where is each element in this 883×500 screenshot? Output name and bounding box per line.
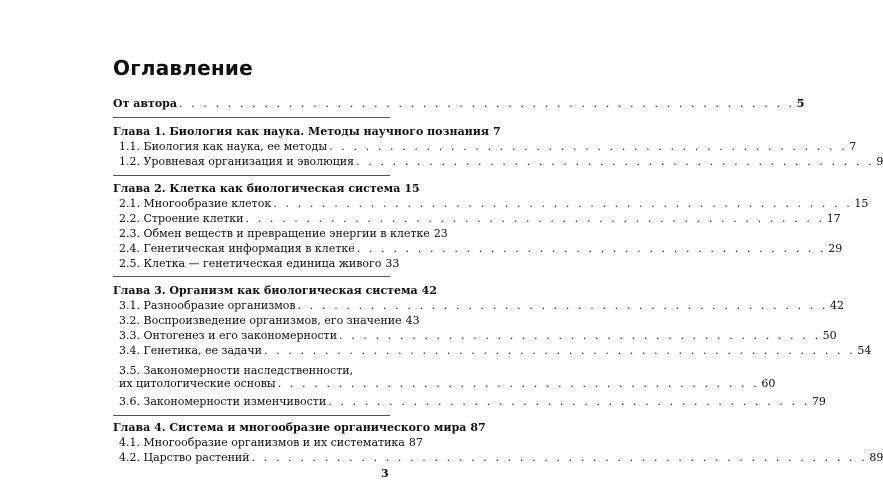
toc-entry-line-1: 3.5. Закономерности наследственности,	[119, 364, 354, 377]
toc-entry[interactable]: 4.1. Многообразие организмов и их систематика 87	[119, 436, 423, 449]
toc-entry[interactable]: 2.5. Клетка — генетическая единица живого 33	[119, 257, 400, 270]
toc-entry[interactable]: 2.4. Генетическая информация в клетке . . . . . . . . . . . . . . . . . . . . . . . . . . . . . . . . . . . . . . . 29	[119, 242, 843, 255]
section-divider	[113, 276, 390, 277]
toc-entry[interactable]: 2.3. Обмен веществ и превращение энергии в клетке 23	[119, 227, 448, 240]
toc-entry[interactable]: 3.6. Закономерности изменчивости . . . . . . . . . . . . . . . . . . . . . . . . . . . . . . . . . . . . . . . . 79	[119, 395, 826, 408]
toc-entry[interactable]: Глава 2. Клетка как биологическая система 15	[113, 182, 420, 195]
page-title: Оглавление	[113, 56, 253, 80]
toc-entry[interactable]: Глава 1. Биология как наука. Методы научного познания 7	[113, 125, 501, 138]
toc-entry[interactable]: 3.4. Генетика, ее задачи . . . . . . . . . . . . . . . . . . . . . . . . . . . . . . . . . . . . . . . . . . . . . . . . . 54	[119, 344, 872, 357]
toc-entry[interactable]: 2.1. Многообразие клеток . . . . . . . . . . . . . . . . . . . . . . . . . . . . . . . . . . . . . . . . . . . . . . . . 15	[119, 197, 869, 210]
toc-entry[interactable]: Глава 4. Система и многообразие органического мира 87	[113, 421, 486, 434]
section-divider	[113, 415, 390, 416]
toc-entry[interactable]: 1.2. Уровневая организация и эволюция . . . . . . . . . . . . . . . . . . . . . . . . . . . . . . . . . . . . . . . . . . . 9	[119, 155, 883, 168]
section-divider	[113, 117, 390, 118]
toc-entry[interactable]: их цитологические основы . . . . . . . . . . . . . . . . . . . . . . . . . . . . . . . . . . . . . . . . 60	[119, 377, 776, 390]
section-divider	[113, 175, 390, 176]
toc-entry[interactable]: 2.2. Строение клетки . . . . . . . . . . . . . . . . . . . . . . . . . . . . . . . . . . . . . . . . . . . . . . . . 17	[119, 212, 841, 225]
page-number: 3	[381, 467, 389, 480]
toc-entry[interactable]: От автора . . . . . . . . . . . . . . . . . . . . . . . . . . . . . . . . . . . . . . . . . . . . . . . . . . . 5	[113, 97, 805, 110]
toc-entry[interactable]: 3.2. Воспроизведение организмов, его значение 43	[119, 314, 420, 327]
toc-entry[interactable]: 4.2. Царство растений . . . . . . . . . . . . . . . . . . . . . . . . . . . . . . . . . . . . . . . . . . . . . . . . . . . 89	[119, 451, 883, 464]
toc-entry[interactable]: 3.1. Разнообразие организмов . . . . . . . . . . . . . . . . . . . . . . . . . . . . . . . . . . . . . . . . . . . . 42	[119, 299, 845, 312]
toc-entry[interactable]: 3.3. Онтогенез и его закономерности . . . . . . . . . . . . . . . . . . . . . . . . . . . . . . . . . . . . . . . . 50	[119, 329, 837, 342]
toc-entry[interactable]: Глава 3. Организм как биологическая система 42	[113, 284, 437, 297]
toc-entry[interactable]: 1.1. Биология как наука, ее методы . . . . . . . . . . . . . . . . . . . . . . . . . . . . . . . . . . . . . . . . . . . 7	[119, 140, 857, 153]
